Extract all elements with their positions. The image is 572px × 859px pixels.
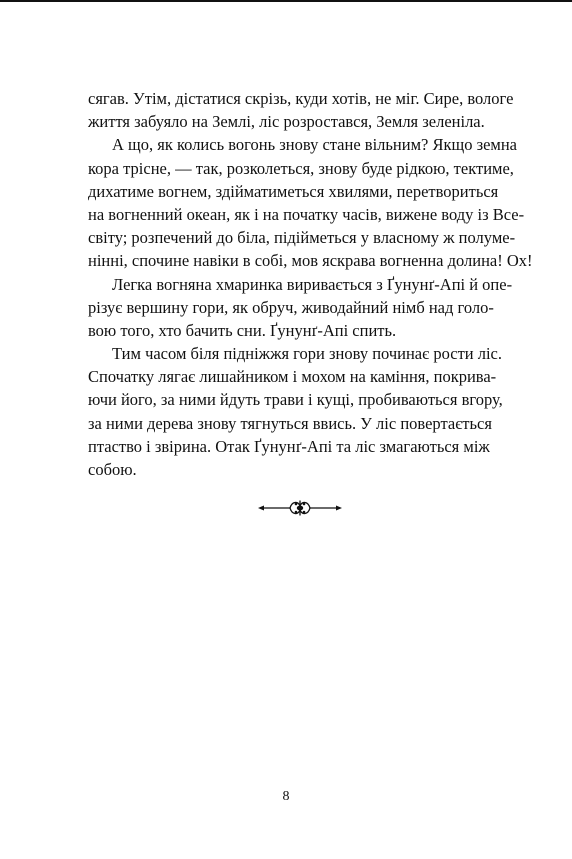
page-number: 8 (282, 789, 290, 804)
body-text (88, 87, 533, 481)
text-line: різує вершину гори, як обруч, живодайний німб над голо- (88, 297, 494, 317)
text-line: собою. (88, 460, 137, 479)
top-border-rule (0, 0, 572, 2)
text-line: Тим часом біля підніжжя гори знову починає рости ліс. (112, 344, 502, 364)
text-line: Спочатку лягає лишайником і мохом на каміння, покрива- (88, 367, 497, 387)
text-line: за ними дерева знову тягнуться ввись. У ліс повертається (88, 413, 492, 433)
text-line: на вогненний океан, як і на початку часів, вижене воду із Все- (88, 204, 525, 224)
text-line: життя забуяло на Землі, ліс розростався, Земля зеленіла. (88, 112, 485, 132)
text-line: сягав. Утім, дістатися скрізь, куди хотів, не міг. Сире, вологе (88, 89, 514, 108)
text-line: Легка вогняна хмаринка виривається з Ґунунґ-Апі й опе- (112, 274, 513, 294)
fleuron-divider-icon (258, 497, 342, 519)
text-line: дихатиме вогнем, здійматиметься хвилями, перетвориться (88, 181, 499, 201)
text-line: вою того, хто бачить сни. Ґунунґ-Апі спить. (88, 320, 397, 340)
text-line: птаство і звірина. Отак Ґунунґ-Апі та ліс змагаються між (88, 436, 490, 456)
text-line: ючи його, за ними йдуть трави і кущі, пробиваються вгору, (88, 390, 503, 410)
text-line: світу; розпечений до біла, підійметься у власному ж полуме- (88, 228, 516, 248)
text-line: кора трісне, — так, розколеться, знову буде рідкою, тектиме, (88, 158, 514, 178)
text-line: А що, як колись вогонь знову стане вільним? Якщо земна (112, 135, 517, 155)
text-line: нінні, спочине навіки в собі, мов яскрава вогненна долина! Ох! (88, 251, 533, 271)
